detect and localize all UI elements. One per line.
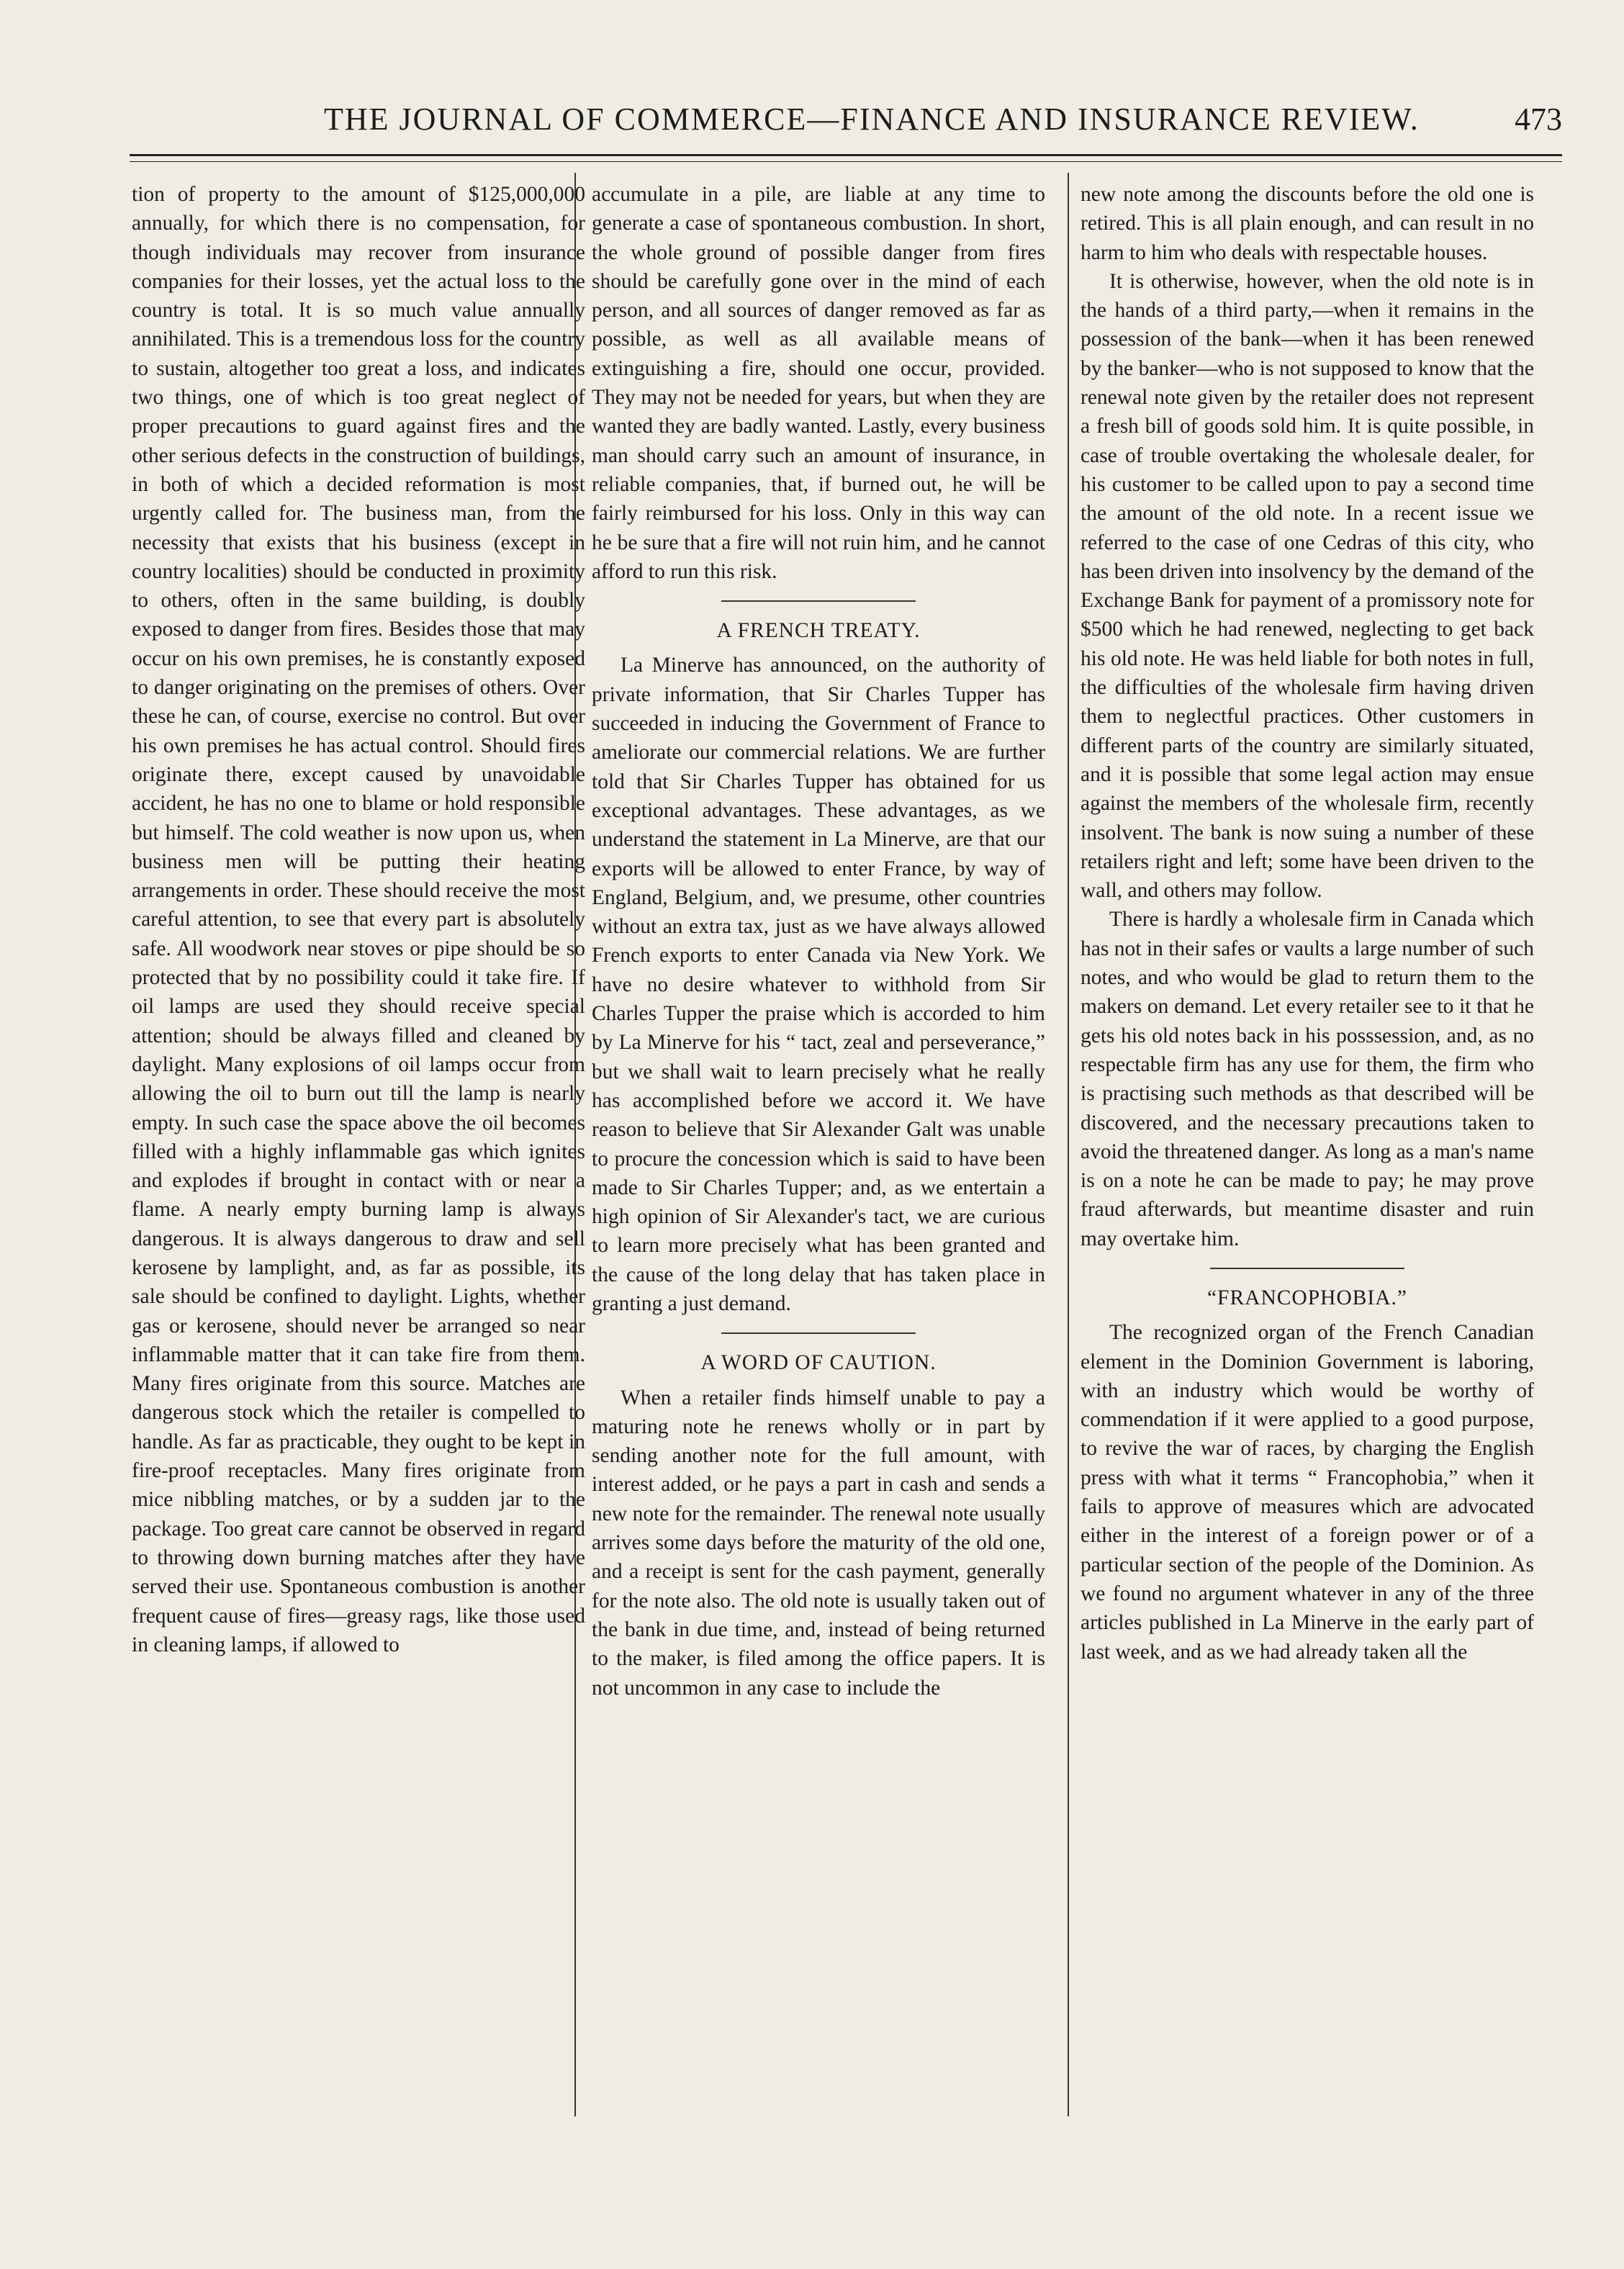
article-francophobia: The recognized organ of the French Canadian element in the Dominion Government is laboring, with an industry which would be worthy of commendation if it were applied to a good purpose, to revive the war of races, by charging the English press with what it terms “ Francophobia,” when it fails to approve of measures which are advocated either in the interest of a foreign power or of a particular section of the people of the Dominion. As we found no argument whatever in any of the three articles published in La Minerve in the early part of last week, and as we had already taken all the	[1081, 1321, 1534, 1664]
article-french-treaty: La Minerve has announced, on the authority of private information, that Sir Charles Tupper has succeeded in inducing the Government of France to ameliorate our commercial relations. We are further told that Sir Charles Tupper has obtained for us exceptional advantages. These advantages, as we understand the statement in La Minerve, are that our exports will be allowed to enter France, by way of England, Belgium, and, we presume, other countries without an extra tax, just as we have always allowed French exports to enter Canada via New York. We have no desire whatever to withhold from Sir Charles Tupper the praise which is accorded to him by La Minerve for his “ tact, zeal and perseverance,” but we shall wait to learn precisely what he really has accomplished before we accord it. We have reason to believe that Sir Alexander Galt was unable to procure the concession which is said to have been made to Sir Charles Tupper; and, as we entertain a high opinion of Sir Alexander's tact, we are curious to learn more precisely what has been granted and the cause of the long delay that has taken place in granting a just demand.	[592, 654, 1045, 1315]
column-1	[132, 180, 585, 1659]
heading-francophobia: “FRANCOPHOBIA.”	[1206, 1286, 1408, 1309]
section-rule	[721, 1332, 916, 1334]
heading-word-of-caution: A WORD OF CAUTION.	[700, 1351, 937, 1375]
article-caution-continued: new note among the discounts before the old one is retired. This is all plain enough, and can result in no harm to him who deals with respectable houses.	[1081, 183, 1534, 264]
running-header	[130, 101, 1562, 144]
header-rule-thin	[130, 161, 1562, 162]
heading-french-treaty: A FRENCH TREATY.	[716, 619, 921, 643]
article-caution-paragraph-3: There is hardly a wholesale firm in Canada which has not in their safes or vaults a large number of such notes, and who would be glad to return them to the makers on demand. Let every retailer see to it that he gets his old notes back in his posssession, and, as no respectable firm has any use for them, the firm who is practising such methods as that described will be discovered, and the necessary precautions taken to avoid the threatened danger. As long as a man's name is on a note he can be made to pay; he may prove fraud afterwards, but meantime disaster and ruin may overtake him.	[1081, 908, 1534, 1250]
page-number: 473	[1515, 102, 1562, 137]
article-fire-continued: tion of property to the amount of $125,000,000 annually, for which there is no compensation, for though individuals may recover from insurance companies for their losses, yet the actual loss to the country is total. It is so much value annually annihilated. This is a tremendous loss for the country to sustain, altogether too great a loss, and indicates two things, one of which is too great neglect of proper precautions to guard against fires and the other serious defects in the construction of buildings, in both of which a decided reformation is most urgently called for. The business man, from the necessity that exists that his business (except in country localities) should be conducted in proximity to others, often in the same building, is doubly exposed to danger from fires. Besides those that may occur on his own premises, he is constantly exposed to danger originating on the premises of others. Over these he can, of course, exercise no control. But over his own premises he has actual control. Should fires originate there, except caused by unavoidable accident, he has no one to blame or hold responsible but himself. The cold weather is now upon us, when business men will be putting their heating arrangements in order. These should receive the most careful attention, to see that every part is absolutely safe. All woodwork near stoves or pipe should be so protected that by no possibility could it take fire. If oil lamps are used they should receive special attention; should be always filled and cleaned by daylight. Many explosions of oil lamps occur from allowing the oil to burn out till the lamp is nearly empty. In such case the space above the oil becomes filled with a highly inflammable gas which ignites and explodes if brought in contact with or near a flame. A nearly empty burning lamp is always dangerous. It is always dangerous to draw and sell kerosene by lamplight, and, as far as possible, its sale should be confined to daylight. Lights, whether gas or kerosene, should never be arranged so near inflammable matter that it can take fire from them. Many fires originate from this source. Matches are dangerous stock which the retailer is compelled to handle. As far as practicable, they ought to be kept in fire-proof receptacles. Many fires originate from mice nibbling matches, or by a sudden jar to the package. Too great care cannot be observed in regard to throwing down burning matches after they have served their use. Spontaneous combustion is another frequent cause of fires—greasy rags, like those used in cleaning lamps, if allowed to	[132, 183, 585, 1656]
section-rule	[721, 600, 916, 602]
article-fire-conclusion: accumulate in a pile, are liable at any time to generate a case of spontaneous combustion. In short, the whole ground of possible danger from fires should be carefully gone over in the mind of each person, and all sources of danger removed as far as possible, as well as all available means of extinguishing a fire, should one occur, provided. They may not be needed for years, but when they are wanted they are badly wanted. Lastly, every business man should carry such an amount of insurance, in reliable companies, that, if burned out, he will be fairly reimbursed for his loss. Only in this way can he be sure that a fire will not ruin him, and he cannot afford to run this risk.	[592, 183, 1045, 583]
column-2	[592, 180, 1045, 1702]
article-word-of-caution: When a retailer finds himself unable to pay a maturing note he renews wholly or in part by sending another note for the full amount, with interest added, or he pays a part in cash and sends a new note for the remainder. The renewal note usually arrives some days before the maturity of the old one, and a receipt is sent for the cash payment, generally for the note also. The old note is usually taken out of the bank in due time, and, instead of being returned to the maker, is filed among the office papers. It is not uncommon in any case to include the	[592, 1386, 1045, 1700]
article-caution-paragraph-2: It is otherwise, however, when the old note is in the hands of a third party,—when it remains in the possession of the bank—when it has been renewed by the banker—who is not supposed to know that the renewal note given by the retailer does not represent a fresh bill of goods sold him. It is quite possible, in case of trouble overtaking the wholesale dealer, for his customer to be called upon to pay a second time the amount of the old note. In a recent issue we referred to the case of one Cedras of this city, who has been driven into insolvency by the demand of the Exchange Bank for payment of a promissory note for $500 which he had renewed, neglecting to get back his old note. He was held liable for both notes in full, the difficulties of the wholesale firm having driven them to neglectful practices. Other customers in different parts of the country are similarly situated, and it is possible that some legal action may ensue against the members of the wholesale firm, recently insolvent. The bank is now suing a number of these retailers right and left; some have been driven to the wall, and others may follow.	[1081, 269, 1534, 903]
header-rule-thick	[130, 154, 1562, 156]
column-divider-2	[1068, 173, 1069, 2116]
journal-title: THE JOURNAL OF COMMERCE—FINANCE AND INSURANCE REVIEW.	[324, 102, 1420, 137]
section-rule	[1210, 1268, 1404, 1269]
column-3	[1081, 180, 1534, 1666]
